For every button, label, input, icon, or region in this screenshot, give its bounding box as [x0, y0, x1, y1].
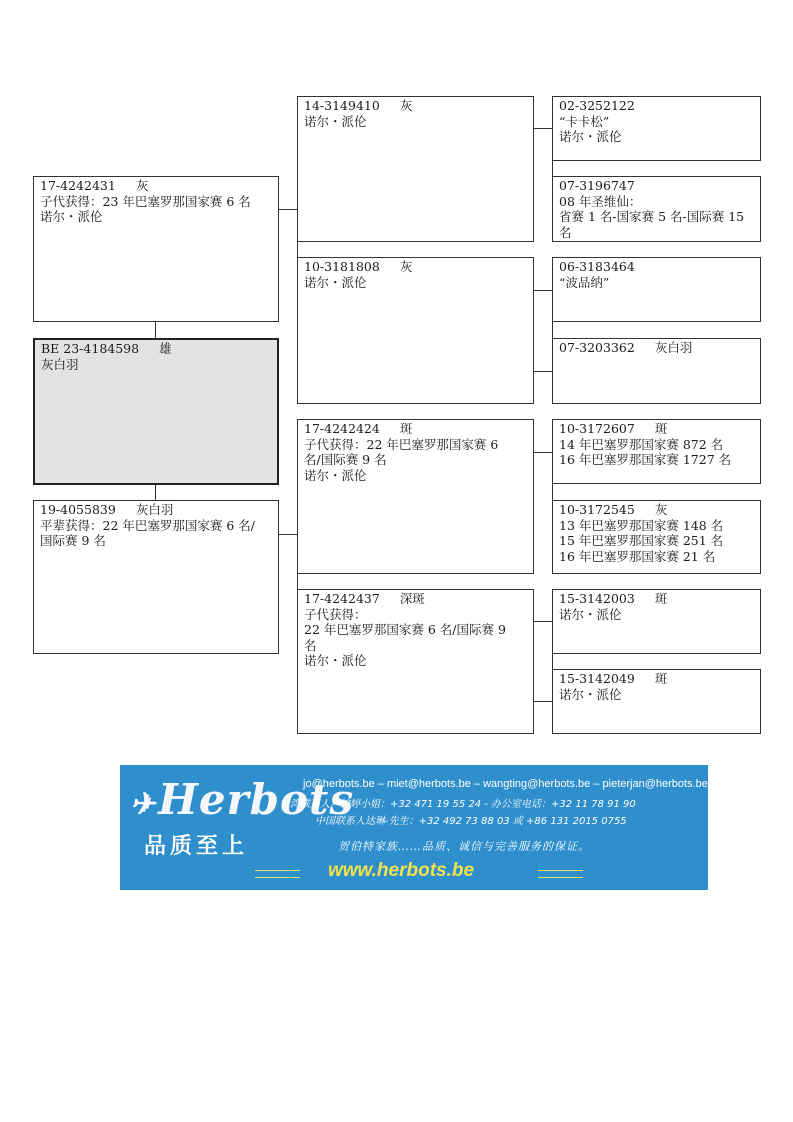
dam-sire-box — [297, 419, 534, 574]
sire-ring: 17-4242431 — [40, 178, 116, 193]
gg8-box — [552, 669, 761, 734]
gg8-line1: 诺尔・派伦 — [559, 686, 622, 702]
gg5-line2: 16 年巴塞罗那国家赛 1727 名 — [559, 452, 732, 467]
connector-sd-bracket — [552, 290, 553, 371]
connector-ss-bracket — [552, 128, 553, 209]
connector-sd-out — [534, 290, 552, 291]
gg3-ring: 06-3183464 — [559, 259, 635, 274]
dam-sire-color: 斑 — [399, 421, 413, 436]
gg5-ring: 10-3172607 — [559, 421, 635, 436]
dam-sire-line3: 诺尔・派伦 — [304, 467, 367, 483]
sire-sire-box — [297, 96, 534, 242]
connector-dd-mid — [534, 701, 552, 702]
banner-slogan: 品质至上 — [144, 834, 249, 859]
gg2-line3: 名 — [559, 224, 572, 240]
sire-dam-line1: 诺尔・派伦 — [304, 274, 367, 290]
herbots-logo: ✈Herbots — [130, 775, 355, 824]
connector-sire-out — [279, 209, 297, 210]
gg7-box — [552, 589, 761, 654]
connector-sire-bracket — [297, 209, 298, 289]
sire-color: 灰 — [135, 178, 149, 193]
herbots-banner — [120, 765, 708, 890]
gg4-color: 灰白羽 — [654, 340, 693, 355]
connector-sire-subject — [155, 322, 156, 338]
dam-color: 灰白羽 — [135, 502, 174, 517]
gg1-line2: 诺尔・派伦 — [559, 129, 622, 144]
gg8-ring: 15-3142049 — [559, 671, 635, 686]
gg6-box — [552, 500, 761, 574]
gg1-line1: “卡卡松” — [559, 113, 610, 129]
sire-dam-box — [297, 257, 534, 404]
dam-line2: 国际赛 9 名 — [40, 533, 106, 548]
gg6-ring: 10-3172545 — [559, 502, 635, 517]
banner-taiwan-contact: 台湾联系人卢婉婷小姐：+32 471 19 55 24 - 办公室电话：+32 11 78 91 90 — [280, 799, 636, 810]
dam-dam-color: 深斑 — [399, 591, 425, 606]
gg1-box — [552, 96, 761, 161]
banner-emails: jo@herbots.be – miet@herbots.be – wangting@herbots.be – pieterjan@herbots.be — [303, 778, 708, 790]
connector-dd-out — [534, 621, 552, 622]
gg2-line2: 省赛 1 名-国家赛 5 名-国际赛 15 — [559, 209, 745, 224]
gg6-line1: 13 年巴塞罗那国家赛 148 名 — [559, 517, 724, 533]
subject-ring: BE 23-4184598 — [41, 341, 140, 356]
dam-box — [33, 500, 279, 654]
connector-dam-out — [279, 534, 297, 535]
banner-website: www.herbots.be — [328, 860, 475, 881]
sire-box — [33, 176, 279, 322]
banner-china-contact: 中国联系人达琳-先生：+32 492 73 88 03 或 +86 131 2015 0755 — [315, 816, 627, 827]
banner-motto: 贺伯特家族……品质、诚信与完善服务的保证。 — [338, 840, 590, 853]
dam-dam-box — [297, 589, 534, 734]
sire-dam-color: 灰 — [399, 259, 413, 274]
dam-dam-line4: 诺尔・派伦 — [304, 653, 367, 668]
gg4-ring: 07-3203362 — [559, 340, 635, 355]
connector-dd-bracket — [552, 621, 553, 701]
dam-sire-line1: 子代获得：22 年巴塞罗那国家赛 6 — [304, 436, 499, 452]
dam-line1: 平辈获得：22 年巴塞罗那国家赛 6 名/ — [40, 517, 255, 533]
gg2-ring: 07-3196747 — [559, 178, 635, 193]
connector-ds-out — [534, 452, 552, 453]
subject-sex: 雄 — [159, 341, 172, 356]
gg6-line3: 16 年巴塞罗那国家赛 21 名 — [559, 548, 716, 564]
gg5-color: 斑 — [654, 421, 668, 436]
connector-dam-bracket — [297, 454, 298, 624]
dam-dam-line2: 22 年巴塞罗那国家赛 6 名/国际赛 9 — [304, 622, 506, 637]
gg3-box — [552, 257, 761, 322]
gg7-line1: 诺尔・派伦 — [559, 606, 622, 622]
gg1-ring: 02-3252122 — [559, 98, 635, 113]
gg3-line1: “波品纳” — [559, 274, 610, 290]
dam-dam-line1: 子代获得： — [304, 606, 367, 622]
gg5-line1: 14 年巴塞罗那国家赛 872 名 — [559, 436, 724, 452]
connector-subject-dam — [155, 485, 156, 500]
sire-sire-color: 灰 — [399, 98, 413, 113]
dam-ring: 19-4055839 — [40, 502, 116, 517]
connector-ss-out — [534, 128, 552, 129]
gg5-box — [552, 419, 761, 484]
banner-decoration-right — [538, 870, 583, 878]
subject-box — [33, 338, 279, 485]
dam-sire-line2: 名/国际赛 9 名 — [304, 452, 387, 467]
sire-line2: 诺尔・派伦 — [40, 209, 103, 224]
gg8-color: 斑 — [654, 671, 668, 686]
gg2-line1: 08 年圣维仙： — [559, 193, 642, 209]
sire-line1: 子代获得：23 年巴塞罗那国家赛 6 名 — [40, 193, 251, 209]
subject-color: 灰白羽 — [41, 356, 79, 372]
banner-decoration-left — [255, 870, 300, 878]
sire-sire-line1: 诺尔・派伦 — [304, 113, 367, 129]
dam-dam-line3: 名 — [304, 637, 317, 653]
sire-dam-ring: 10-3181808 — [304, 259, 380, 274]
dam-sire-ring: 17-4242424 — [304, 421, 380, 436]
wing-icon: ✈ — [130, 787, 157, 822]
connector-ds-bracket — [552, 452, 553, 537]
gg6-color: 灰 — [654, 502, 668, 517]
gg7-ring: 15-3142003 — [559, 591, 635, 606]
gg6-line2: 15 年巴塞罗那国家赛 251 名 — [559, 533, 724, 548]
gg7-color: 斑 — [654, 591, 668, 606]
dam-dam-ring: 17-4242437 — [304, 591, 380, 606]
gg2-box — [552, 176, 761, 242]
connector-sd-mid — [534, 371, 552, 372]
sire-sire-ring: 14-3149410 — [304, 98, 380, 113]
gg4-box — [552, 338, 761, 404]
